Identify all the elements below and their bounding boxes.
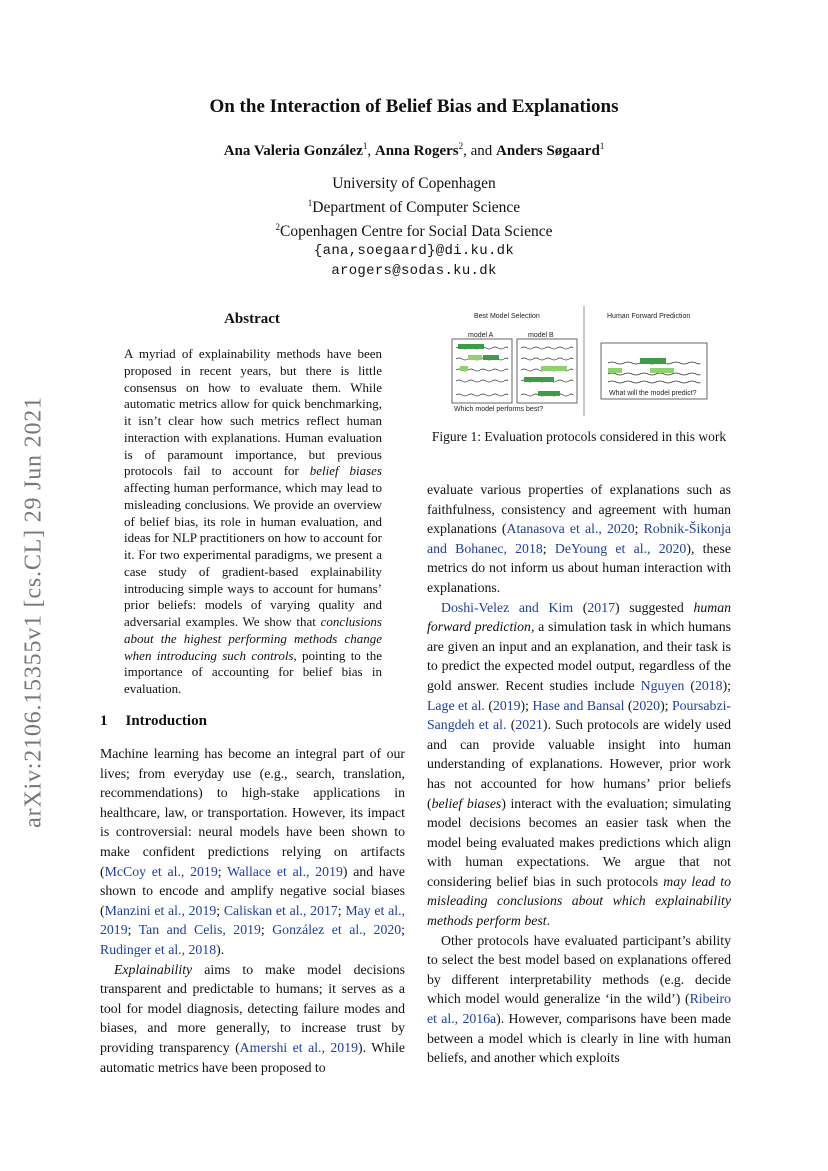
highlight-strong (640, 358, 666, 364)
email-address[interactable]: arogers@sodas.ku.dk (331, 262, 497, 279)
citation-separator: ; (217, 863, 228, 879)
body-text: ) interact with the evaluation; simulating model decisions becomes an easier task when the model being evaluated makes predictions which align with human expectations. We argue that not considering belief bias in such protocols (427, 795, 731, 889)
body-emphasis: may lead to misleading conclusions about which explainability methods perform best (427, 873, 731, 929)
abstract-paragraph (124, 346, 382, 698)
author-name: Anders Søgaard (496, 143, 600, 159)
author-name: Ana Valeria González (223, 143, 363, 159)
figure-caption: Figure 1: Evaluation protocols considered in this work (431, 429, 727, 444)
paper-title: On the Interaction of Belief Bias and Explanations (209, 96, 619, 117)
citation-year-link[interactable]: 2018 (694, 677, 723, 693)
citation-link[interactable]: González et al., 2020 (272, 922, 402, 938)
body-emphasis: human forward prediction (427, 599, 731, 635)
abstract-emphasis: belief biases (309, 463, 382, 479)
citation-separator: ; (634, 521, 644, 537)
citation-year-link[interactable]: 2021 (515, 717, 543, 733)
author-affiliation-mark: 1 (599, 141, 605, 151)
affiliation-mark: 1 (307, 197, 313, 208)
body-text: suggested (619, 599, 694, 615)
figure-model-label: model A (468, 332, 494, 339)
body-text: aims to make model decisions transparent and predictable to humans; it serves as a tool for model diagnosis, detecting failure modes and biases, and more generally, to increase trust by providing transparency ( (100, 961, 405, 1055)
citation-link[interactable]: May et al., 2019 (100, 902, 405, 938)
body-paragraph (100, 744, 405, 960)
abstract-text: , pointing to the importance of accounting for belief bias in evaluation. (124, 647, 382, 696)
citation-link[interactable]: Amershi et al., 2019 (239, 1039, 359, 1055)
arxiv-sidebar (14, 372, 54, 852)
affiliation-department-name: Department of Computer Science (312, 198, 521, 216)
body-text: ). However, comparisons have been made between a model which is clearly in line with human beliefs, and another which exploits (427, 1011, 731, 1066)
citation-link[interactable]: Nguyen (640, 677, 685, 693)
citation-link[interactable]: Caliskan et al., 2017 (223, 902, 338, 918)
figure-question: Which model performs best? (454, 406, 544, 413)
citation-link[interactable]: Rudinger et al., 2018 (100, 941, 217, 957)
citation-link[interactable]: Poursabzi-Sangdeh et al. (427, 697, 731, 733)
body-text: ) and have shown to encode and amplify negative social biases ( (100, 863, 405, 918)
abstract-text: affecting human performance, which may lead to misleading conclusions. We provide an overview of belief bias, its role in human evaluation, and ideas for NLP practitioners on how to account for it. For two experimental paradigms, we present a case study of gradient-based explainability introducing simple ways to account for humans’ prior beliefs: models of varying quality and adversarial examples. We show that (124, 480, 383, 629)
citation-link[interactable]: Lage et al. (427, 697, 485, 713)
figure-1 (428, 306, 728, 418)
body-text: ), these metrics do not inform us about human interaction with explanations. (427, 540, 731, 595)
highlight-strong (524, 377, 554, 382)
affiliation-centre-name: Copenhagen Centre for Social Data Science (280, 222, 553, 240)
author-separator: , (367, 143, 375, 159)
model-a-text-lines (456, 347, 508, 396)
affiliation-university: University of Copenhagen (332, 175, 496, 192)
citation-year-link[interactable]: 2020 (632, 697, 661, 713)
citation-link[interactable]: Robnik-Šikonja and Bohanec, 2018 (427, 521, 731, 556)
author-separator: , and (463, 143, 497, 159)
section-number: 1 (100, 713, 108, 729)
citation-link[interactable]: Atanasova et al., 2020 (506, 521, 635, 537)
body-paragraph (100, 960, 405, 1078)
highlight-weak (650, 368, 674, 373)
highlight-strong (483, 355, 499, 360)
affiliation-centre (0, 218, 828, 242)
citation-separator: ; (260, 922, 273, 938)
affiliation-mark: 2 (275, 221, 281, 232)
citation-separator: ; (216, 902, 224, 918)
highlight-weak (608, 368, 622, 373)
citation-link[interactable]: McCoy et al., 2019 (104, 863, 218, 879)
citation-separator: ; (401, 922, 405, 938)
body-text: ). While automatic metrics have been proposed to (100, 1039, 405, 1075)
citation-link[interactable]: Manzini et al., 2019 (104, 902, 217, 918)
arxiv-identifier[interactable]: arXiv:2106.15355v1 [cs.CL] 29 Jun 2021 (20, 396, 47, 828)
highlight-weak (460, 366, 468, 371)
body-paragraph: Doshi-Velez and Kim (2017) suggested human forward prediction, a simulation task in which humans are given an input and an explanation, and their task is to predict the expected model output, regardless of the gold answer. Recent studies include Nguyen (2018); Lage et al. (2019); Hase and Bansal (2020); Poursabzi-Sangdeh et al. (2021). Such protocols are widely used and can provide valuable insight into human understanding of explanations. However, prior work has not accounted for how humans’ prior beliefs (belief biases) interact with the evaluation; simulating model decisions becomes an easier task when the model being evaluated makes predictions which align with human expectations. We argue that not considering belief bias in such protocols may lead to misleading conclusions about which explainability methods perform best. (427, 599, 731, 929)
citation-separator: ; (337, 902, 346, 918)
right-column-body (427, 480, 731, 1068)
citation-separator: ; (542, 540, 555, 556)
highlight-strong (458, 344, 484, 349)
email-address[interactable]: {ana,soegaard}@di.ku.dk (313, 242, 515, 259)
citation-year-link[interactable]: 2019 (492, 697, 521, 713)
author-name: Anna Rogers (374, 143, 459, 159)
body-text: evaluate various properties of explanations such as faithfulness, consistency and agreement with human explanations ( (427, 482, 731, 537)
figure-panel-title: Human Forward Prediction (607, 313, 691, 320)
body-emphasis: belief biases (431, 795, 502, 811)
figure-model-label: model B (528, 332, 554, 339)
body-text: , a simulation task in which humans are given an input and an explanation, and their task is to predict the expected model output, regardless of the gold answer. Recent studies include (427, 619, 731, 693)
citation-link[interactable]: Tan and Celis, 2019 (138, 922, 261, 938)
citation-link[interactable]: Doshi-Velez and Kim (441, 599, 574, 615)
abstract-text: A myriad of explainability methods have been proposed in recent years, but there is little consensus on how to evaluate them. While automatic metrics allow for quick benchmarking, it isn’t clear how such metrics reflect human interaction with explanations. Human evaluation is of paramount importance, but previous protocols fail to account for (124, 346, 382, 479)
highlight-strong (538, 391, 560, 396)
body-text: Other protocols have evaluated participant’s ability to select the best model based on explanations offered by different interpretability methods (e.g. decide which model would generalize ‘in the wild’) ( (427, 932, 731, 1007)
affiliation-block (0, 174, 828, 281)
highlight-weak (541, 366, 567, 371)
body-text: Machine learning has become an integral part of our lives; from everyday use (e.g., search, translation, recommendations) to high-stake applications in healthcare, law, or transportation. However, its impact is controversial: neural models have been shown to make confident predictions relying on artifacts ( (100, 746, 405, 879)
citation-link[interactable]: Hase and Bansal (532, 697, 625, 713)
figure-1-diagram (428, 306, 728, 418)
model-b-text-lines (521, 347, 573, 396)
body-text: . (546, 913, 551, 929)
section-title: Introduction (125, 713, 207, 729)
abstract-emphasis: conclusions about the highest performing methods change when introducing such controls (124, 614, 382, 663)
body-paragraph (427, 480, 731, 598)
author-list (0, 141, 828, 160)
citation-link[interactable]: DeYoung et al., 2020 (554, 540, 687, 556)
citation-separator: ; (127, 922, 139, 938)
abstract-body (124, 346, 382, 698)
citation-link[interactable]: Ribeiro et al., 2016a (427, 991, 731, 1027)
citation-link[interactable]: Wallace et al., 2019 (227, 863, 343, 879)
body-text: ). (216, 941, 225, 957)
abstract-heading: Abstract (224, 311, 280, 327)
author-affiliation-mark: 2 (458, 141, 464, 151)
citation-year-link[interactable]: 2017 (587, 599, 615, 615)
body-text: . Such protocols are widely used and can provide valuable insight into human understanding of explanations. However, prior work has not accounted for how humans’ prior beliefs ( (427, 717, 731, 811)
affiliation-department (0, 194, 828, 218)
section-heading (100, 713, 207, 730)
left-column-body (100, 744, 405, 1077)
body-paragraph (427, 931, 731, 1068)
author-affiliation-mark: 1 (362, 141, 368, 151)
figure-question: What will the model predict? (609, 390, 697, 397)
figure-panel-title: Best Model Selection (474, 313, 540, 320)
body-emphasis: Explainability (114, 961, 193, 977)
highlight-weak (468, 355, 482, 360)
